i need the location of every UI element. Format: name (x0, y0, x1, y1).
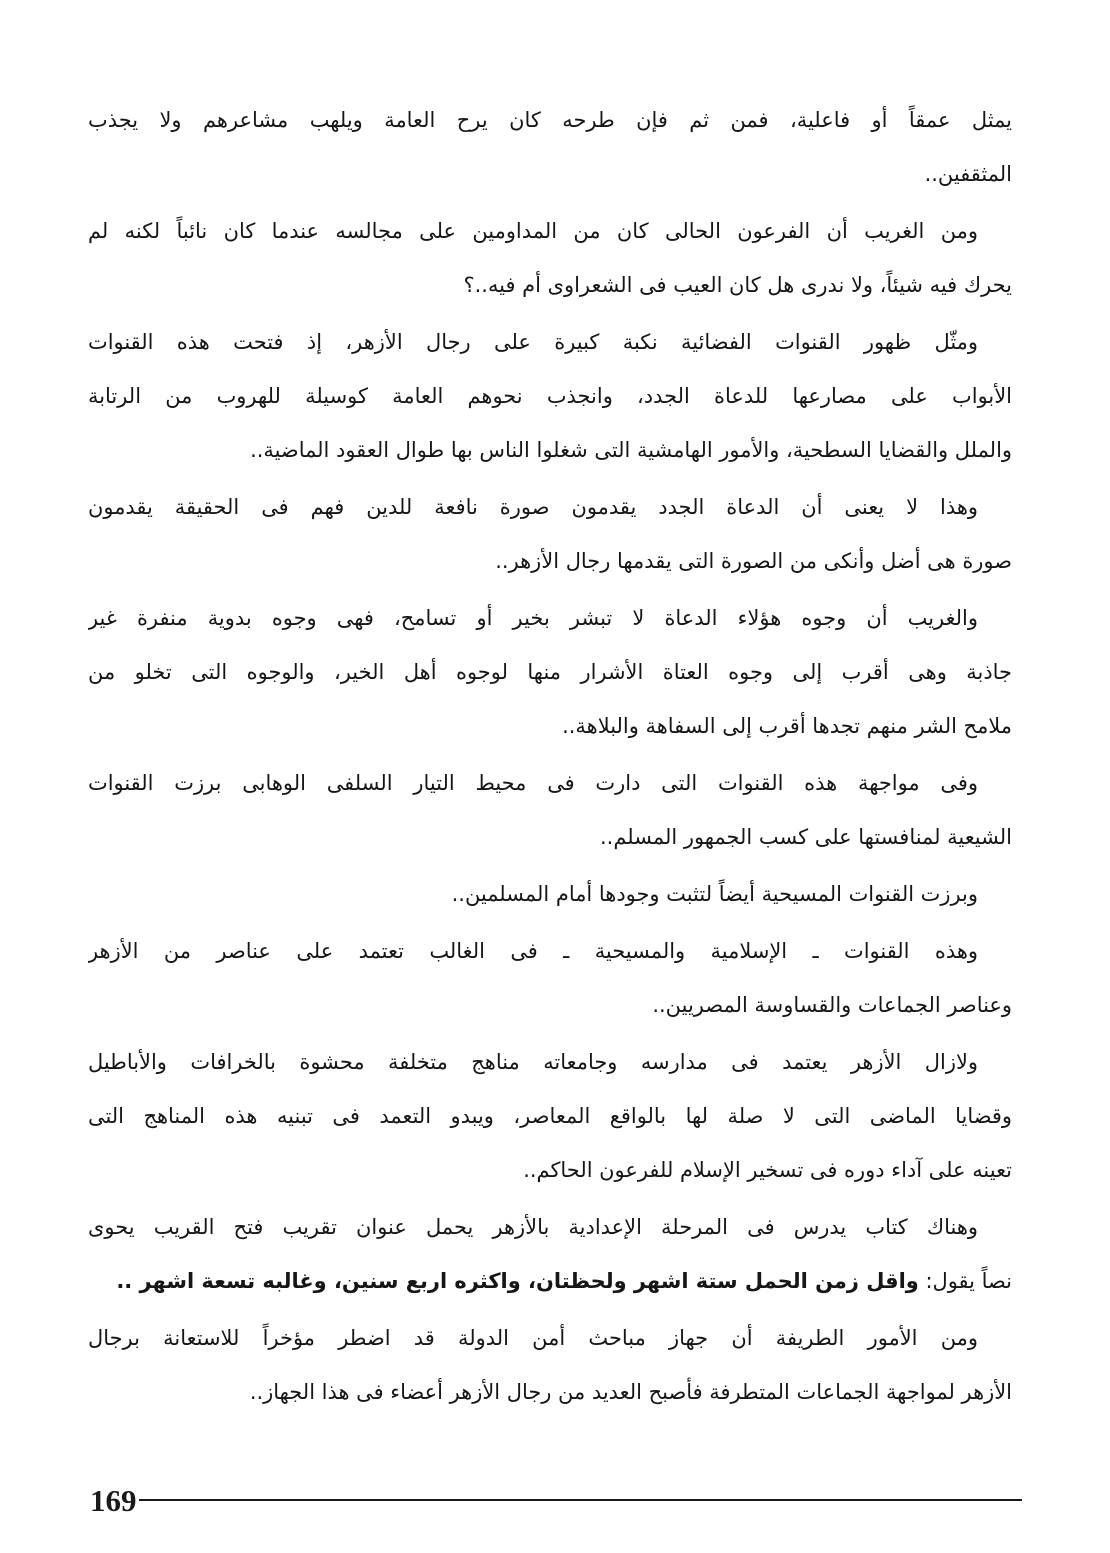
text-segment: نصاً يقول: (918, 1269, 1012, 1293)
text-line: ولازال الأزهر يعتمد فى مدارسه وجامعاته مناهج متخلفة محشوة بالخرافات والأباطيل (88, 1050, 978, 1074)
text-line: يحرك فيه شيئاً، ولا ندرى هل كان العيب فى الشعراوى أم فيه..؟ (463, 273, 1012, 297)
text-line: ومثّل ظهور القنوات الفضائية نكبة كبيرة على رجال الأزهر، إذ فتحت هذه القنوات (88, 330, 978, 354)
page-number: 169 (90, 1483, 137, 1518)
text-line (88, 1254, 1012, 1308)
text-line: صورة هى أضل وأنكى من الصورة التى يقدمها رجال الأزهر.. (495, 549, 1012, 573)
paragraph (88, 1035, 1012, 1197)
text-line: وهذا لا يعنى أن الدعاة الجدد يقدمون صورة نافعة للدين فهم فى الحقيقة يقدمون (88, 495, 978, 519)
footer-rule (139, 1499, 1023, 1501)
paragraph (88, 315, 1012, 477)
paragraph (88, 1200, 1012, 1308)
text-line: وبرزت القنوات المسيحية أيضاً لتثبت وجودها أمام المسلمين.. (451, 882, 978, 906)
text-line: جاذبة وهى أقرب إلى وجوه العتاة الأشرار منها لوجوه أهل الخير، والوجوه التى تخلو من (88, 660, 1012, 684)
text-line: الشيعية لمنافستها على كسب الجمهور المسلم.. (600, 825, 1012, 849)
paragraph (88, 867, 1012, 921)
text-line: ملامح الشر منهم تجدها أقرب إلى السفاهة والبلاهة.. (562, 714, 1012, 738)
page-body-text (88, 93, 1012, 1419)
text-line: وفى مواجهة هذه القنوات التى دارت فى محيط التيار السلفى الوهابى برزت القنوات (88, 771, 978, 795)
text-line: وقضايا الماضى التى لا صلة لها بالواقع المعاصر، ويبدو التعمد فى تبنيه هذه المناهج التى (88, 1104, 1012, 1128)
text-line: يمثل عمقاً أو فاعلية، فمن ثم فإن طرحه كان يرح العامة ويلهب مشاعرهم ولا يجذب (88, 108, 1012, 132)
text-line: الأبواب على مصارعها للدعاة الجدد، وانجذب نحوهم العامة كوسيلة للهروب من الرتابة (88, 384, 1012, 408)
text-line: ومن الغريب أن الفرعون الحالى كان من المداومين على مجالسه عندما كان نائباً لكنه لم (88, 219, 978, 243)
text-line: وعناصر الجماعات والقساوسة المصريين.. (652, 993, 1012, 1017)
text-line: والغريب أن وجوه هؤلاء الدعاة لا تبشر بخير أو تسامح، فهى وجوه بدوية منفرة غير (88, 606, 978, 630)
text-line: وهذه القنوات ـ الإسلامية والمسيحية ـ فى الغالب تعتمد على عناصر من الأزهر (88, 939, 978, 963)
text-line: الأزهر لمواجهة الجماعات المتطرفة فأصبح العديد من رجال الأزهر أعضاء فى هذا الجهاز.. (249, 1380, 1012, 1404)
text-line: وهناك كتاب يدرس فى المرحلة الإعدادية بالأزهر يحمل عنوان تقريب فتح القريب يحوى (88, 1215, 978, 1239)
paragraph (88, 1311, 1012, 1419)
bold-quotation: واقل زمن الحمل ستة اشهر ولحظتان، واكثره اربع سنين، وغالبه تسعة اشهر .. (116, 1269, 919, 1293)
text-line: والملل والقضايا السطحية، والأمور الهامشية التى شغلوا الناس بها طوال العقود الماضية.. (250, 438, 1012, 462)
text-line: ومن الأمور الطريفة أن جهاز مباحث أمن الدولة قد اضطر مؤخراً للاستعانة برجال (88, 1326, 978, 1350)
text-line: المثقفين.. (924, 162, 1012, 186)
paragraph (88, 204, 1012, 312)
paragraph (88, 924, 1012, 1032)
paragraph (88, 756, 1012, 864)
paragraph (88, 93, 1012, 201)
text-line: تعينه على آداء دوره فى تسخير الإسلام للفرعون الحاكم.. (523, 1158, 1012, 1182)
page-footer (90, 1478, 1022, 1518)
paragraph (88, 480, 1012, 588)
paragraph (88, 591, 1012, 753)
